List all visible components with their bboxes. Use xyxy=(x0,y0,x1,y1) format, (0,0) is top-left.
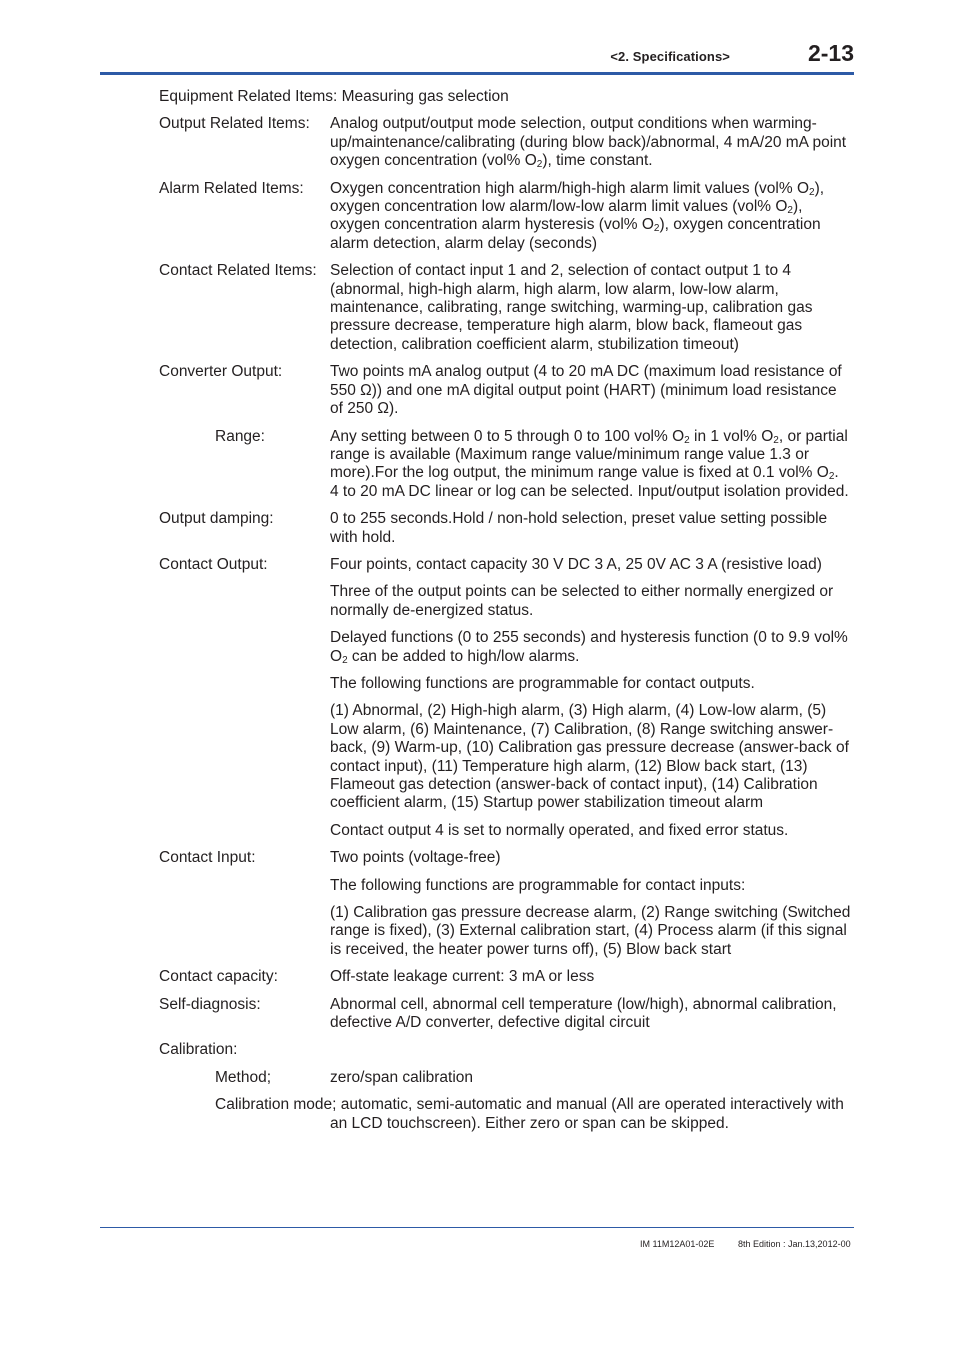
spec-value xyxy=(330,556,852,840)
spec-value xyxy=(330,180,852,254)
subscript: 2 xyxy=(787,205,793,217)
text-fragment: Oxygen concentration high alarm/high-high alarm limit values (vol% O xyxy=(330,179,809,197)
contact-output-para: (1) Abnormal, (2) High-high alarm, (3) High alarm, (4) Low-low alarm, (5) Low alarm, (6) Maintenance, (7) Calibration, (8) Range switching answer-back, (9) Warm-up, (10) Calibration gas pressure decrease (answer-back of contact input), (11) Temperature high alarm, (12) Blow back start, (13) Flameout gas detection (answer-back of contact input), (14) Calibration coefficient alarm, (15) Startup power stabilization timeout alarm xyxy=(330,702,849,812)
subscript: 2 xyxy=(342,654,348,666)
spec-value: 0 to 255 seconds.Hold / non-hold selection, preset value setting possible with hold. xyxy=(330,510,828,546)
range-text-2: 4 to 20 mA DC linear or log can be selected. Input/output isolation provided. xyxy=(330,482,849,500)
spec-row-contact-capacity xyxy=(159,968,854,986)
spec-value xyxy=(330,428,852,502)
text-fragment: Any setting between 0 to 5 through 0 to 100 vol% O xyxy=(330,427,685,445)
spec-label: Contact capacity: xyxy=(159,968,278,986)
text-fragment: ), time constant. xyxy=(542,152,653,170)
contact-input-para: The following functions are programmable for contact inputs: xyxy=(330,876,746,894)
spec-label: Output damping: xyxy=(159,510,274,528)
range-text xyxy=(330,428,852,483)
spec-label: Range: xyxy=(215,427,265,445)
spec-label: Output Related Items: xyxy=(159,115,310,133)
subscript: 2 xyxy=(809,186,815,198)
contact-output-para: The following functions are programmable for contact outputs. xyxy=(330,674,755,692)
spec-row-contact-related xyxy=(159,262,854,354)
text-fragment: . xyxy=(834,464,839,482)
spec-row-output-damping xyxy=(159,510,854,547)
spec-value: Off-state leakage current: 3 mA or less xyxy=(330,968,595,986)
section-title: <2. Specifications> xyxy=(610,49,730,64)
subscript: 2 xyxy=(828,471,835,483)
header-divider xyxy=(100,72,854,75)
spec-row-self-diagnosis xyxy=(159,996,854,1033)
contact-output-para: Four points, contact capacity 30 V DC 3 A, 25 0V AC 3 A (resistive load) xyxy=(330,555,822,573)
subscript: 2 xyxy=(773,434,779,446)
spec-row-range xyxy=(159,428,854,502)
spec-content xyxy=(159,88,854,1142)
footer-divider xyxy=(100,1227,854,1228)
calibration-mode: Calibration mode; automatic, semi-automatic and manual (All are operated interactively with an LCD touchscreen). Either zero or span can be skipped. xyxy=(215,1096,844,1132)
contact-input-para: Two points (voltage-free) xyxy=(330,849,501,867)
text-fragment: can be added to high/low alarms. xyxy=(347,647,580,665)
text-fragment: ), oxygen concentration low alarm/low-low alarm limit values (vol% O xyxy=(330,179,825,216)
edition-info: 8th Edition : Jan.13,2012-00 xyxy=(738,1239,851,1249)
document-id: IM 11M12A01-02E xyxy=(640,1239,715,1249)
spec-value xyxy=(330,849,852,959)
text-fragment: Analog output/output mode selection, output conditions when warming-up/maintenance/calibrating (during blow back)/abnormal, 4 mA/20 mA point oxygen concentration (vol% O xyxy=(330,115,847,170)
spec-row-output-related xyxy=(159,115,854,170)
spec-label: Contact Output: xyxy=(159,555,268,573)
spec-row-contact-input xyxy=(159,849,854,959)
subscript: 2 xyxy=(684,434,690,446)
spec-row-alarm-related xyxy=(159,180,854,254)
text-fragment: , or partial range is available (Maximum range value/minimum range value 1.3 or more).For the log output, the minimum range value is fixed at 0.1 vol% O xyxy=(330,427,848,482)
contact-output-para: Contact output 4 is set to normally operated, and fixed error status. xyxy=(330,821,789,839)
equipment-related-items: Equipment Related Items: Measuring gas selection xyxy=(159,88,509,105)
text-fragment: Delayed functions (0 to 255 seconds) and hysteresis function (0 to 9.9 vol% O xyxy=(330,629,848,665)
spec-label: Self-diagnosis: xyxy=(159,995,261,1013)
page-number: 2-13 xyxy=(807,40,854,66)
text-fragment: ), oxygen concentration alarm hysteresis (vol% O xyxy=(330,198,803,234)
text-fragment: ), oxygen concentration alarm detection, alarm delay (seconds) xyxy=(330,216,821,252)
spec-row-converter-output xyxy=(159,363,854,418)
contact-output-para xyxy=(330,629,852,666)
spec-value xyxy=(330,115,852,170)
spec-value: Two points mA analog output (4 to 20 mA DC (maximum load resistance of 550 Ω)) and one mA digital output point (HART) (minimum load resistance of 250 Ω). xyxy=(330,363,842,418)
spec-value: zero/span calibration xyxy=(330,1068,474,1086)
contact-input-para: (1) Calibration gas pressure decrease alarm, (2) Range switching (Switched range is fixed), (3) External calibration start, (4) Process alarm (if this signal is received, the heater power turns off), (5) Blow back start xyxy=(330,904,851,958)
contact-output-para: Three of the output points can be selected to either normally energized or normally de-energized status. xyxy=(330,583,834,619)
spec-label: Alarm Related Items: xyxy=(159,179,304,197)
calibration-heading: Calibration: xyxy=(159,1041,238,1059)
spec-label: Contact Input: xyxy=(159,849,256,867)
spec-label: Method; xyxy=(215,1068,272,1086)
spec-row-contact-output xyxy=(159,556,854,840)
spec-value: Selection of contact input 1 and 2, selection of contact output 1 to 4 (abnormal, high-high alarm, high alarm, low alarm, low-low alarm, maintenance, calibrating, range switching, warming-up, calibration gas pressure decrease, temperature high alarm, blow back, flameout gas detection, calibration coefficient alarm, stubilization timeout) xyxy=(330,262,813,353)
spec-row-calibration-method xyxy=(159,1069,854,1087)
subscript: 2 xyxy=(653,223,660,235)
subscript: 2 xyxy=(536,159,543,171)
spec-value: Abnormal cell, abnormal cell temperature (low/high), abnormal calibration, defective A/D converter, defective digital circuit xyxy=(330,995,837,1032)
text-fragment: in 1 vol% O xyxy=(689,427,774,445)
spec-label: Converter Output: xyxy=(159,363,283,381)
spec-label: Contact Related Items: xyxy=(159,262,317,280)
